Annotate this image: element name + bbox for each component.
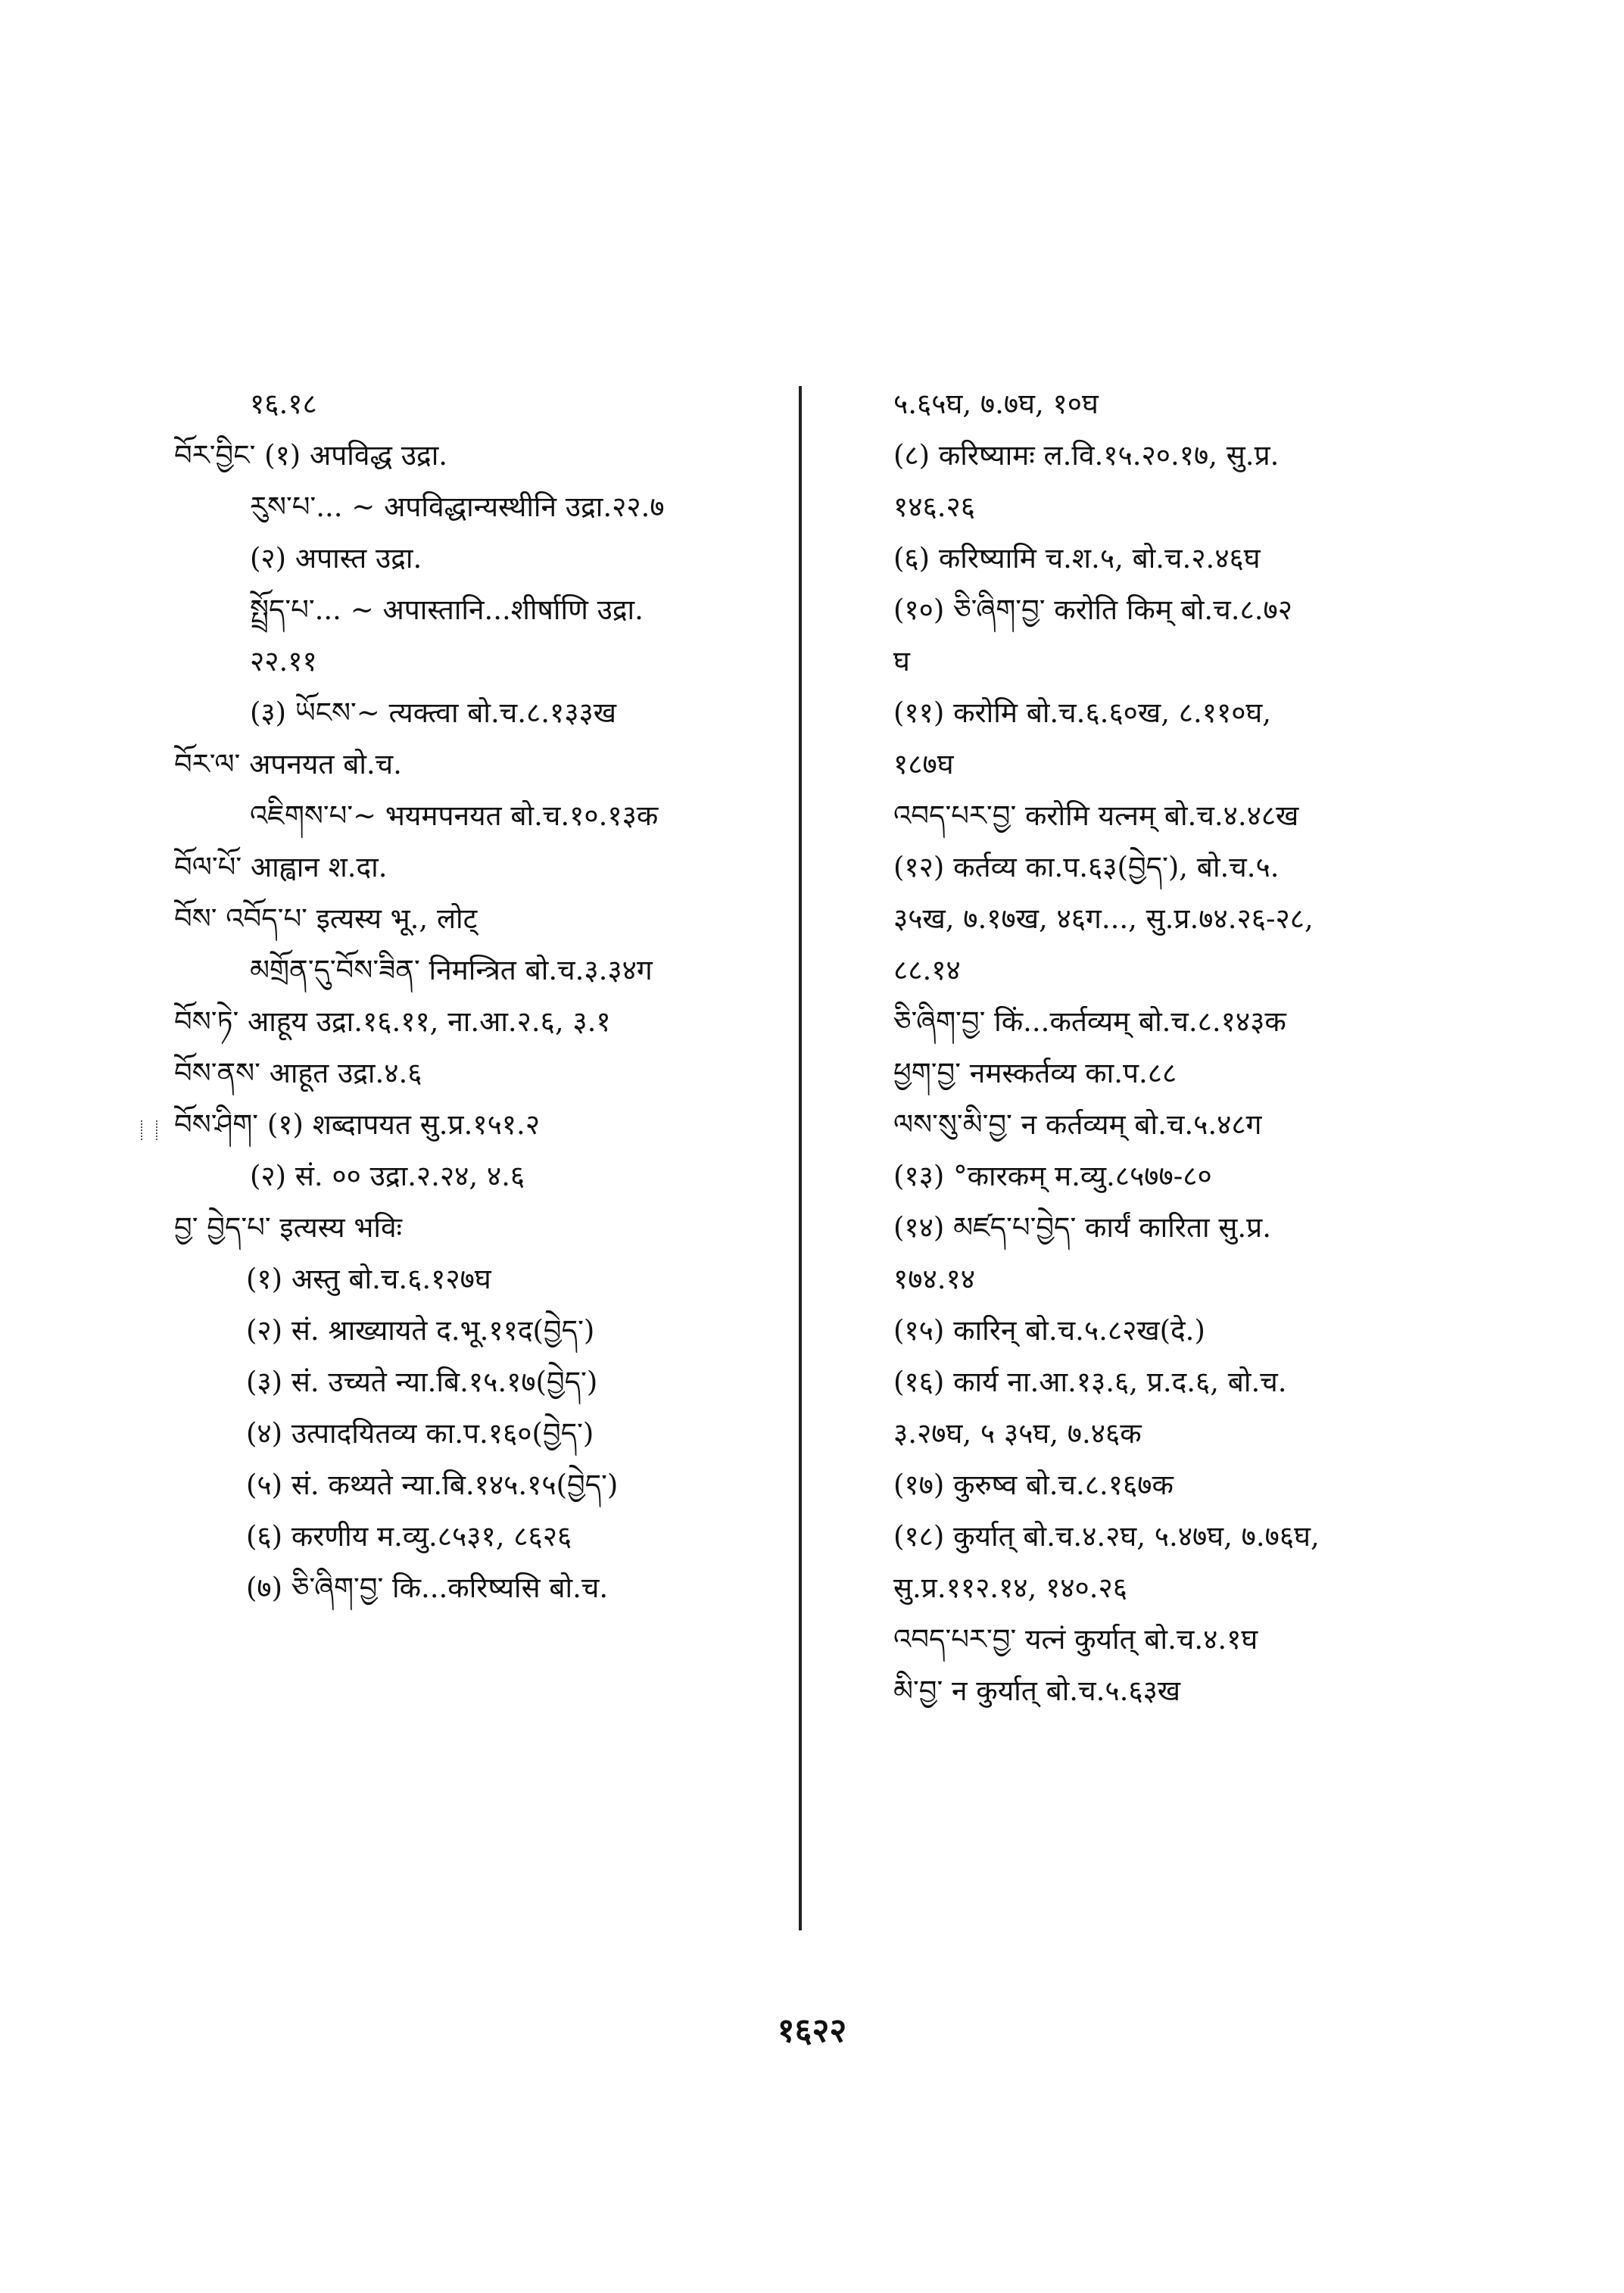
- entry-line: १४६.२६: [893, 491, 975, 523]
- entry-line: (८) करिष्यामः ल.वि.१५.२०.१७, सु.प्र.: [893, 439, 1280, 472]
- entry-line: (१४) མཛད་པ་བྱེད་ कार्यं कारिता सु.प्र.: [893, 1211, 1271, 1244]
- entry-line: སྤྲོད་པ་... ~ अपास्तानि...शीर्षाणि उद्रा.: [250, 594, 644, 626]
- entry-line: བོར་བྱིང་ (१) अपविद्ध उद्रा.: [174, 439, 448, 472]
- entry-line: ३५ख, ७.१७ख, ४६ग..., सु.प्र.७४.२६-२८,: [893, 902, 1314, 935]
- entry-line: (१०) ཅི་ཞིག་བྱ་ करोति किम् बो.च.८.७२: [893, 594, 1292, 626]
- entry-line: (६) करणीय म.व्यु.८५३१, ८६२६: [246, 1520, 572, 1553]
- entry-line: (१२) कर्तव्य का.प.६३(བྱེད་), बो.च.५.: [893, 851, 1280, 883]
- entry-line: རུས་པ་... ~ अपविद्धान्यस्थीनि उद्रा.२२.७: [250, 491, 665, 523]
- entry-line: (१५) कारिन् बो.च.५.८२ख(दे.): [893, 1314, 1205, 1347]
- entry-line: (४) उत्पादयितव्य का.प.१६०(བྱེད་): [246, 1417, 594, 1450]
- entry-line: བྱ་ བྱེད་པ་ इत्यस्य भविः: [174, 1211, 403, 1244]
- entry-line: མི་བྱ་ न कुर्यात् बो.च.५.६३ख: [893, 1675, 1181, 1707]
- entry-line: (५) सं. कथ्यते न्या.बि.१४५.१५(བྱེད་): [246, 1469, 619, 1501]
- entry-line: བོས་ཤིག་ (१) शब्दापयत सु.प्र.१५१.२: [174, 1108, 541, 1141]
- entry-line: ३.२७घ, ५ ३५घ, ७.४६क: [893, 1417, 1142, 1450]
- entry-line: བོར་ལ་ अपनयत बो.च.: [174, 748, 402, 780]
- entry-line: (१३) °कारकम् म.व्यु.८५७७-८०: [893, 1160, 1212, 1192]
- entry-line: ཅི་ཞིག་བྱ་ किं...कर्तव्यम् बो.च.८.१४३क: [893, 1005, 1286, 1038]
- entry-line: १८७घ: [893, 748, 954, 780]
- entry-line: (११) करोमि बो.च.६.६०ख, ८.११०घ,: [893, 696, 1272, 729]
- entry-line: (७) ཅི་ཞིག་བྱ་ कि...करिष्यसि बो.च.: [246, 1572, 609, 1604]
- page-number: १६२२: [777, 2011, 847, 2050]
- entry-line: ལས་སུ་མི་བྱ་ न कर्तव्यम् बो.च.५.४८ग: [893, 1108, 1262, 1141]
- entry-line: ཕྱག་བྱ་ नमस्कर्तव्य का.प.८८: [893, 1057, 1177, 1089]
- entry-line: १७४.१४: [893, 1263, 975, 1295]
- entry-line: མགྲོན་དུ་བོས་ཟིན་ निमन्त्रित बो.च.३.३४ग: [250, 954, 653, 986]
- right-column: [893, 379, 1454, 1717]
- entry-line: བོས་ འབོད་པ་ इत्यस्य भू., लोट्: [174, 902, 478, 935]
- entry-line: सु.प्र.११२.१४, १४०.२६: [893, 1572, 1128, 1604]
- entry-line: (२) सं. ०० उद्रा.२.२४, ४.६: [250, 1160, 525, 1192]
- entry-line: (२) सं. श्राख्यायते द.भू.११द(བྱེད་): [246, 1314, 595, 1347]
- entry-line: १६.१८: [250, 388, 317, 420]
- entry-line: (३) सं. उच्यते न्या.बि.१५.१७(བྱེད་): [246, 1366, 598, 1398]
- entry-line: (१६) कार्य ना.आ.१३.६, प्र.द.६, बो.च.: [893, 1366, 1287, 1398]
- column-divider: [799, 386, 802, 1930]
- entry-line: བོས་ཏེ་ आहूय उद्रा.१६.११, ना.आ.२.६, ३.१: [174, 1005, 611, 1038]
- entry-line: བོས་ནས་ आहूत उद्रा.४.६: [174, 1057, 422, 1089]
- entry-line: ५.६५घ, ७.७घ, १०घ: [893, 388, 1099, 420]
- entry-line: འཇིགས་པ་~ भयमपनयत बो.च.१०.१३क: [250, 799, 659, 832]
- left-column: [174, 379, 795, 1614]
- entry-line: འབད་པར་བྱ་ यत्नं कुर्यात् बो.च.४.१घ: [893, 1623, 1258, 1656]
- margin-mark: [141, 1120, 157, 1140]
- entry-line: (३) ཡོངས་~ त्यक्त्वा बो.च.८.१३३ख: [250, 696, 617, 729]
- entry-line: (१७) कुरुष्व बो.च.८.१६७क: [893, 1469, 1174, 1501]
- entry-line: བོལ་པོ་ आह्वान श.दा.: [174, 851, 388, 883]
- entry-line: २२.११: [250, 645, 317, 678]
- entry-line: ८८.१४: [893, 954, 961, 986]
- entry-line: (१) अस्तु बो.च.६.१२७घ: [246, 1263, 491, 1295]
- entry-line: (६) करिष्यामि च.श.५, बो.च.२.४६घ: [893, 542, 1261, 575]
- entry-line: འབད་པར་བྱ་ करोमि यत्नम् बो.च.४.४८ख: [893, 799, 1299, 832]
- entry-line: घ: [893, 645, 910, 678]
- entry-line: (१८) कुर्यात् बो.च.४.२घ, ५.४७घ, ७.७६घ,: [893, 1520, 1320, 1553]
- entry-line: (२) अपास्त उद्रा.: [250, 542, 422, 575]
